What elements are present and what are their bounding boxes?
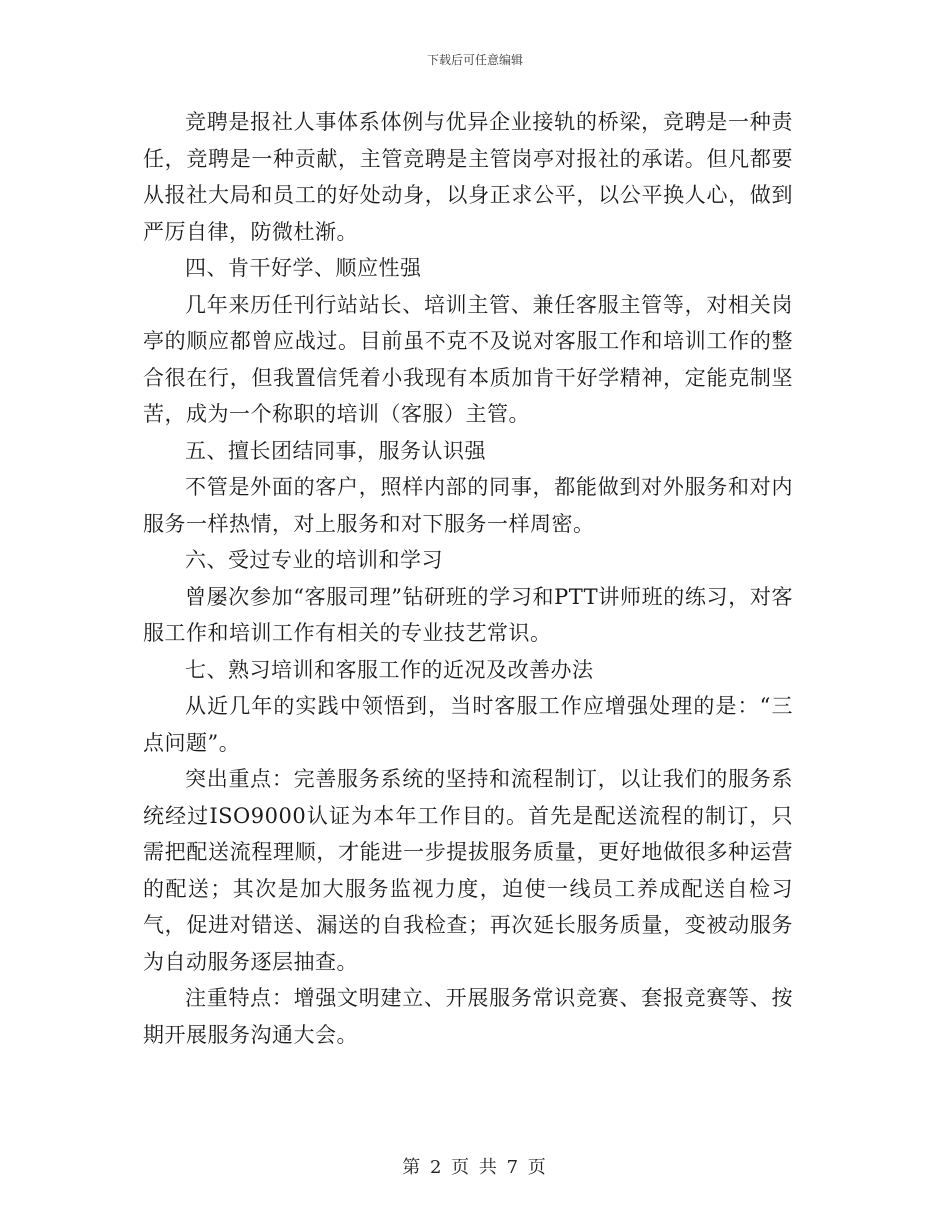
paragraph: 曾屡次参加“客服司理”钻研班的学习和PTT讲师班的练习，对客服工作和培训工作有相关的专业技艺常识。 — [143, 584, 793, 645]
paragraph: 注重特点：增强文明建立、开展服务常识竞赛、套报竞赛等、按期开展服务沟通大会。 — [143, 986, 793, 1047]
paragraph: 不管是外面的客户，照样内部的同事，都能做到对外服务和对内服务一样热情，对上服务和对下服务一样周密。 — [143, 475, 793, 536]
paragraph: 突出重点：完善服务系统的坚持和流程制订，以让我们的服务系统经过ISO9000认证为本年工作目的。首先是配送流程的制订，只需把配送流程理顺，才能进一步提拔服务质量，更好地做很多种运营的配送；其次是加大服务监视力度，迫使一线员工养成配送自检习气，促进对错送、漏送的自我检查；再次延长服务质量，变被动服务为自动服务逐层抽查。 — [143, 767, 793, 974]
paragraph: 几年来历任刊行站站长、培训主管、兼任客服主管等，对相关岗亭的顺应都曾应战过。目前虽不克不及说对客服工作和培训工作的整合很在行，但我置信凭着小我现有本质加肯干好学精神，定能克制坚苦，成为一个称职的培训（客服）主管。 — [143, 292, 793, 426]
header-note: 下载后可任意编辑 — [426, 53, 523, 67]
paragraph: 竞聘是报社人事体系体例与优异企业接轨的桥梁，竞聘是一种责任，竞聘是一种贡献，主管竞聘是主管岗亭对报社的承诺。但凡都要从报社大局和员工的好处动身，以身正求公平，以公平换人心，做到严厉自律，防微杜渐。 — [143, 110, 793, 244]
section-heading: 六、受过专业的培训和学习 — [185, 548, 443, 572]
paragraph: 从近几年的实践中领悟到，当时客服工作应增强处理的是：“三点问题”。 — [143, 694, 793, 755]
document-body — [143, 104, 793, 1053]
section-heading: 七、熟习培训和客服工作的近况及改善办法 — [185, 657, 594, 682]
page-number: 第 2 页 共 7 页 — [402, 1157, 548, 1178]
section-heading: 五、擅长团结同事，服务认识强 — [185, 438, 486, 463]
section-heading: 四、肯干好学、顺应性强 — [185, 256, 422, 280]
